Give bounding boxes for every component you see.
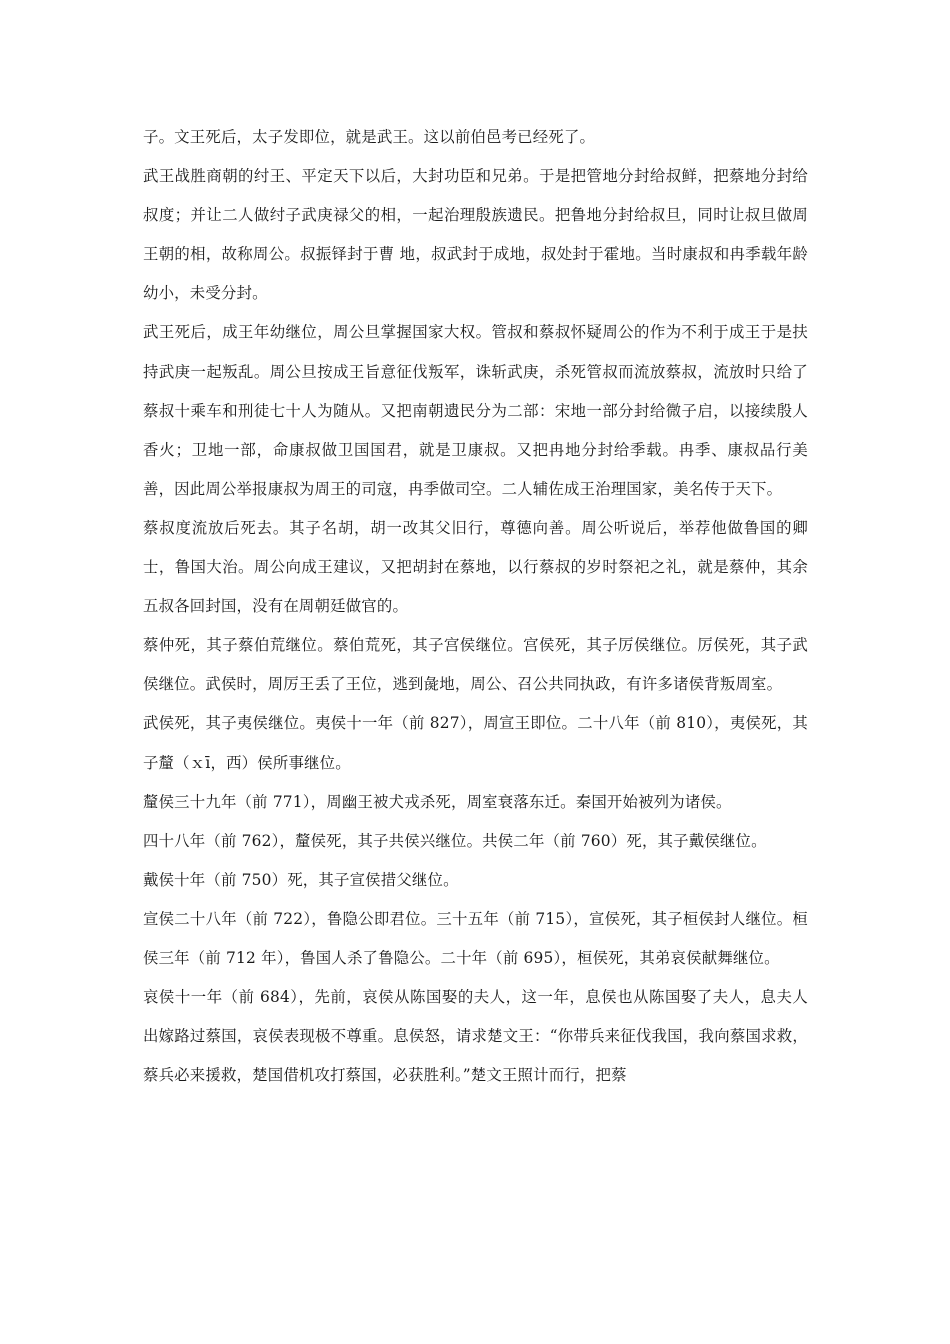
paragraph: 蔡仲死，其子蔡伯荒继位。蔡伯荒死，其子宫侯继位。宫侯死，其子厉侯继位。厉侯死，其子武侯继位。武侯时，周厉王丢了王位，逃到彘地，周公、召公共同执政，有许多诸侯背叛周室。 xyxy=(143,636,808,694)
paragraph: 子。文王死后，太子发即位，就是武王。这以前伯邑考已经死了。 xyxy=(143,128,596,146)
paragraph: 釐侯三十九年（前 771），周幽王被犬戎杀死，周室衰落东迁。秦国开始被列为诸侯。 xyxy=(143,792,732,811)
paragraph: 戴侯十年（前 750）死，其子宣侯措父继位。 xyxy=(143,870,459,889)
paragraph: 武王战胜商朝的纣王、平定天下以后，大封功臣和兄弟。于是把管地分封给叔鲜，把蔡地分封给叔度；并让二人做纣子武庚禄父的相，一起治理殷族遗民。把鲁地分封给叔旦，同时让叔旦做周王朝的相，故称周公。叔振铎封于曹 地，叔武封于成地，叔处封于霍地。当时康叔和冉季载年龄幼小，未受分封。 xyxy=(143,167,808,303)
paragraph: 四十八年（前 762），釐侯死，其子共侯兴继位。共侯二年（前 760）死，其子戴侯继位。 xyxy=(143,831,767,850)
paragraph: 蔡叔度流放后死去。其子名胡，胡一改其父旧行，尊德向善。周公听说后，举荐他做鲁国的卿士，鲁国大治。周公向成王建议，又把胡封在蔡地，以行蔡叔的岁时祭祀之礼，就是蔡仲，其余五叔各回封国，没有在周朝廷做官的。 xyxy=(143,518,808,616)
paragraph: 哀侯十一年（前 684），先前，哀侯从陈国娶的夫人，这一年，息侯也从陈国娶了夫人，息夫人出嫁路过蔡国，哀侯表现极不尊重。息侯怒，请求楚文王：“你带兵来征伐我国，我向蔡国求救，蔡兵必来援救，楚国借机攻打蔡国，必获胜利。”楚文王照计而行，把蔡 xyxy=(143,988,808,1085)
paragraph: 武侯死，其子夷侯继位。夷侯十一年（前 827），周宣王即位。二十八年（前 810），夷侯死，其子釐（ｘī，西）侯所事继位。 xyxy=(143,714,808,772)
paragraph: 武王死后，成王年幼继位，周公旦掌握国家大权。管叔和蔡叔怀疑周公的作为不利于成王于是扶持武庚一起叛乱。周公旦按成王旨意征伐叛军，诛斩武庚，杀死管叔而流放蔡叔，流放时只给了蔡叔十乘车和刑徒七十人为随从。又把南朝遗民分为二部：宋地一部分封给微子启，以接续殷人香火；卫地一部，命康叔做卫国国君，就是卫康叔。又把冉地分封给季载。冉季、康叔品行美善，因此周公举报康叔为周王的司寇，冉季做司空。二人辅佐成王治理国家，美名传于天下。 xyxy=(143,323,808,498)
document-body xyxy=(143,118,808,1095)
paragraph: 宣侯二十八年（前 722），鲁隐公即君位。三十五年（前 715），宣侯死，其子桓侯封人继位。桓侯三年（前 712 年），鲁国人杀了鲁隐公。二十年（前 695），桓侯死，其弟哀侯献舞继位。 xyxy=(143,909,808,967)
